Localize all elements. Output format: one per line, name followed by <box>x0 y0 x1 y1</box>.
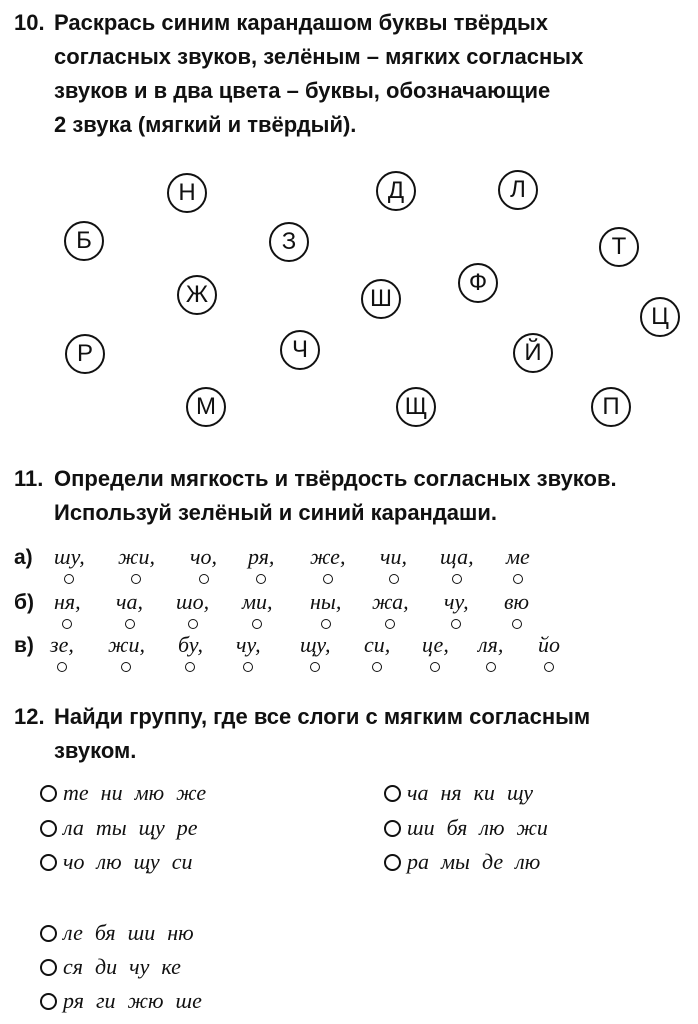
sound-marker[interactable] <box>188 619 198 629</box>
syllable: щу, <box>300 632 331 658</box>
syllable: ми, <box>242 589 273 615</box>
letter-circle[interactable]: Т <box>599 227 639 267</box>
syllable: си <box>171 849 193 874</box>
row-label: б) <box>14 591 34 614</box>
sound-marker[interactable] <box>125 619 135 629</box>
task-text-line: 2 звука (мягкий и твёрдый). <box>54 112 357 137</box>
syllable: жи, <box>108 632 145 658</box>
sound-marker[interactable] <box>62 619 72 629</box>
sound-marker[interactable] <box>385 619 395 629</box>
option-group[interactable] <box>40 780 218 808</box>
sound-marker[interactable] <box>252 619 262 629</box>
syllable: те <box>63 780 89 805</box>
sound-marker[interactable] <box>256 574 266 584</box>
syllable: ня <box>440 780 462 805</box>
sound-marker[interactable] <box>452 574 462 584</box>
task-12-heading <box>14 700 590 768</box>
syllable: жю <box>127 988 164 1013</box>
radio-circle[interactable] <box>384 820 401 837</box>
syllable: ща, <box>440 544 474 570</box>
sound-marker[interactable] <box>121 662 131 672</box>
radio-circle[interactable] <box>40 854 57 871</box>
radio-circle[interactable] <box>40 993 57 1010</box>
syllable: жи <box>516 815 548 840</box>
syllable: лю <box>479 815 505 840</box>
radio-circle[interactable] <box>40 959 57 976</box>
letter-circle[interactable]: Ш <box>361 279 401 319</box>
option-group[interactable] <box>40 954 193 982</box>
syllable: ря <box>63 988 84 1013</box>
letter-circle[interactable]: Б <box>64 221 104 261</box>
sound-marker[interactable] <box>389 574 399 584</box>
row-label: а) <box>14 546 33 569</box>
syllable: щу <box>506 780 534 805</box>
option-group[interactable] <box>384 849 552 877</box>
letter-circle[interactable]: М <box>186 387 226 427</box>
syllable: це, <box>422 632 449 658</box>
syllable: чу, <box>236 632 261 658</box>
letter-circle[interactable]: Щ <box>396 387 436 427</box>
sound-marker[interactable] <box>310 662 320 672</box>
letter-circle[interactable]: Д <box>376 171 416 211</box>
sound-marker[interactable] <box>321 619 331 629</box>
syllable: лю <box>96 849 122 874</box>
task-number: 10. <box>14 10 45 35</box>
syllable: бу, <box>178 632 203 658</box>
sound-marker[interactable] <box>513 574 523 584</box>
syllable: ги <box>95 988 116 1013</box>
syllable: мю <box>134 780 165 805</box>
syllable: жа, <box>372 589 409 615</box>
syllable: шо, <box>176 589 209 615</box>
sound-marker[interactable] <box>430 662 440 672</box>
sound-marker[interactable] <box>544 662 554 672</box>
syllable: йо <box>538 632 560 658</box>
syllable: бя <box>446 815 468 840</box>
syllable: ча, <box>116 589 143 615</box>
task-text-line: Раскрась синим карандашом буквы твёрдых <box>54 10 549 35</box>
option-group[interactable] <box>384 815 560 843</box>
radio-circle[interactable] <box>384 854 401 871</box>
syllable: чо <box>63 849 85 874</box>
sound-marker[interactable] <box>64 574 74 584</box>
task-number: 12. <box>14 704 45 729</box>
row-label: в) <box>14 634 34 657</box>
radio-circle[interactable] <box>40 820 57 837</box>
sound-marker[interactable] <box>451 619 461 629</box>
syllable: ки <box>473 780 495 805</box>
syllable: ре <box>176 815 198 840</box>
task-text-line: Используй зелёный и синий карандаши. <box>54 500 498 525</box>
sound-marker[interactable] <box>372 662 382 672</box>
syllable: лю <box>515 849 541 874</box>
syllable: ни <box>100 780 123 805</box>
sound-marker[interactable] <box>57 662 67 672</box>
task-text-line: Определи мягкость и твёрдость согласных звуков. <box>54 466 617 491</box>
sound-marker[interactable] <box>243 662 253 672</box>
task-text-line: звуком. <box>54 738 137 763</box>
task-text-line: Найди группу, где все слоги с мягким согласным <box>54 704 591 729</box>
sound-marker[interactable] <box>131 574 141 584</box>
syllable: щу <box>133 849 160 874</box>
syllable: ши <box>407 815 435 840</box>
syllable: бя <box>94 920 116 945</box>
syllable: же, <box>310 544 345 570</box>
syllable: ты <box>95 815 127 840</box>
syllable: ны, <box>310 589 341 615</box>
option-group[interactable] <box>384 780 545 808</box>
syllable: чи, <box>380 544 407 570</box>
option-group[interactable] <box>40 849 204 877</box>
syllable: ла <box>63 815 84 840</box>
syllable: ся <box>63 954 83 979</box>
letter-circle[interactable]: Л <box>498 170 538 210</box>
syllable: ди <box>95 954 118 979</box>
radio-circle[interactable] <box>384 785 401 802</box>
task-text-line: звуков и в два цвета – буквы, обозначающие <box>54 78 551 103</box>
sound-marker[interactable] <box>486 662 496 672</box>
radio-circle[interactable] <box>40 925 57 942</box>
option-group[interactable] <box>40 815 210 843</box>
sound-marker[interactable] <box>323 574 333 584</box>
sound-marker[interactable] <box>185 662 195 672</box>
letter-circle[interactable]: Й <box>513 333 553 373</box>
syllable: зе, <box>50 632 74 658</box>
syllable: ле <box>63 920 83 945</box>
task-number: 11. <box>14 466 44 491</box>
syllable: ме <box>506 544 530 570</box>
syllable: ря, <box>248 544 274 570</box>
letter-circle[interactable]: Н <box>167 173 207 213</box>
task-text-line: согласных звуков, зелёным – мягких согласных <box>54 44 584 69</box>
letter-circle[interactable]: Ф <box>458 263 498 303</box>
task-10-heading <box>14 6 583 142</box>
syllable: же <box>176 780 207 805</box>
syllable: ше <box>175 988 202 1013</box>
syllable: ля, <box>478 632 503 658</box>
syllable: ке <box>161 954 181 979</box>
letter-circle[interactable]: Ц <box>640 297 680 337</box>
syllable: чу, <box>444 589 469 615</box>
sound-marker[interactable] <box>199 574 209 584</box>
syllable: чо, <box>190 544 217 570</box>
option-group[interactable] <box>40 920 206 948</box>
syllable: щу <box>138 815 165 840</box>
task-11-heading <box>14 462 617 530</box>
letter-circle[interactable]: Ч <box>280 330 320 370</box>
syllable: ча <box>407 780 429 805</box>
syllable: чу <box>129 954 150 979</box>
syllable: жи, <box>118 544 155 570</box>
syllable: ра <box>407 849 429 874</box>
sound-marker[interactable] <box>512 619 522 629</box>
syllable: вю <box>504 589 529 615</box>
letter-circle[interactable]: П <box>591 387 631 427</box>
letter-circle[interactable]: Р <box>65 334 105 374</box>
syllable: ши <box>127 920 156 945</box>
syllable: де <box>481 849 504 874</box>
syllable: ня, <box>54 589 81 615</box>
letter-circle[interactable]: Ж <box>177 275 217 315</box>
option-group[interactable] <box>40 988 214 1016</box>
syllable: си, <box>364 632 390 658</box>
syllable: ню <box>167 920 194 945</box>
radio-circle[interactable] <box>40 785 57 802</box>
syllable: шу, <box>54 544 85 570</box>
letter-circle[interactable]: З <box>269 222 309 262</box>
syllable: мы <box>441 849 470 874</box>
